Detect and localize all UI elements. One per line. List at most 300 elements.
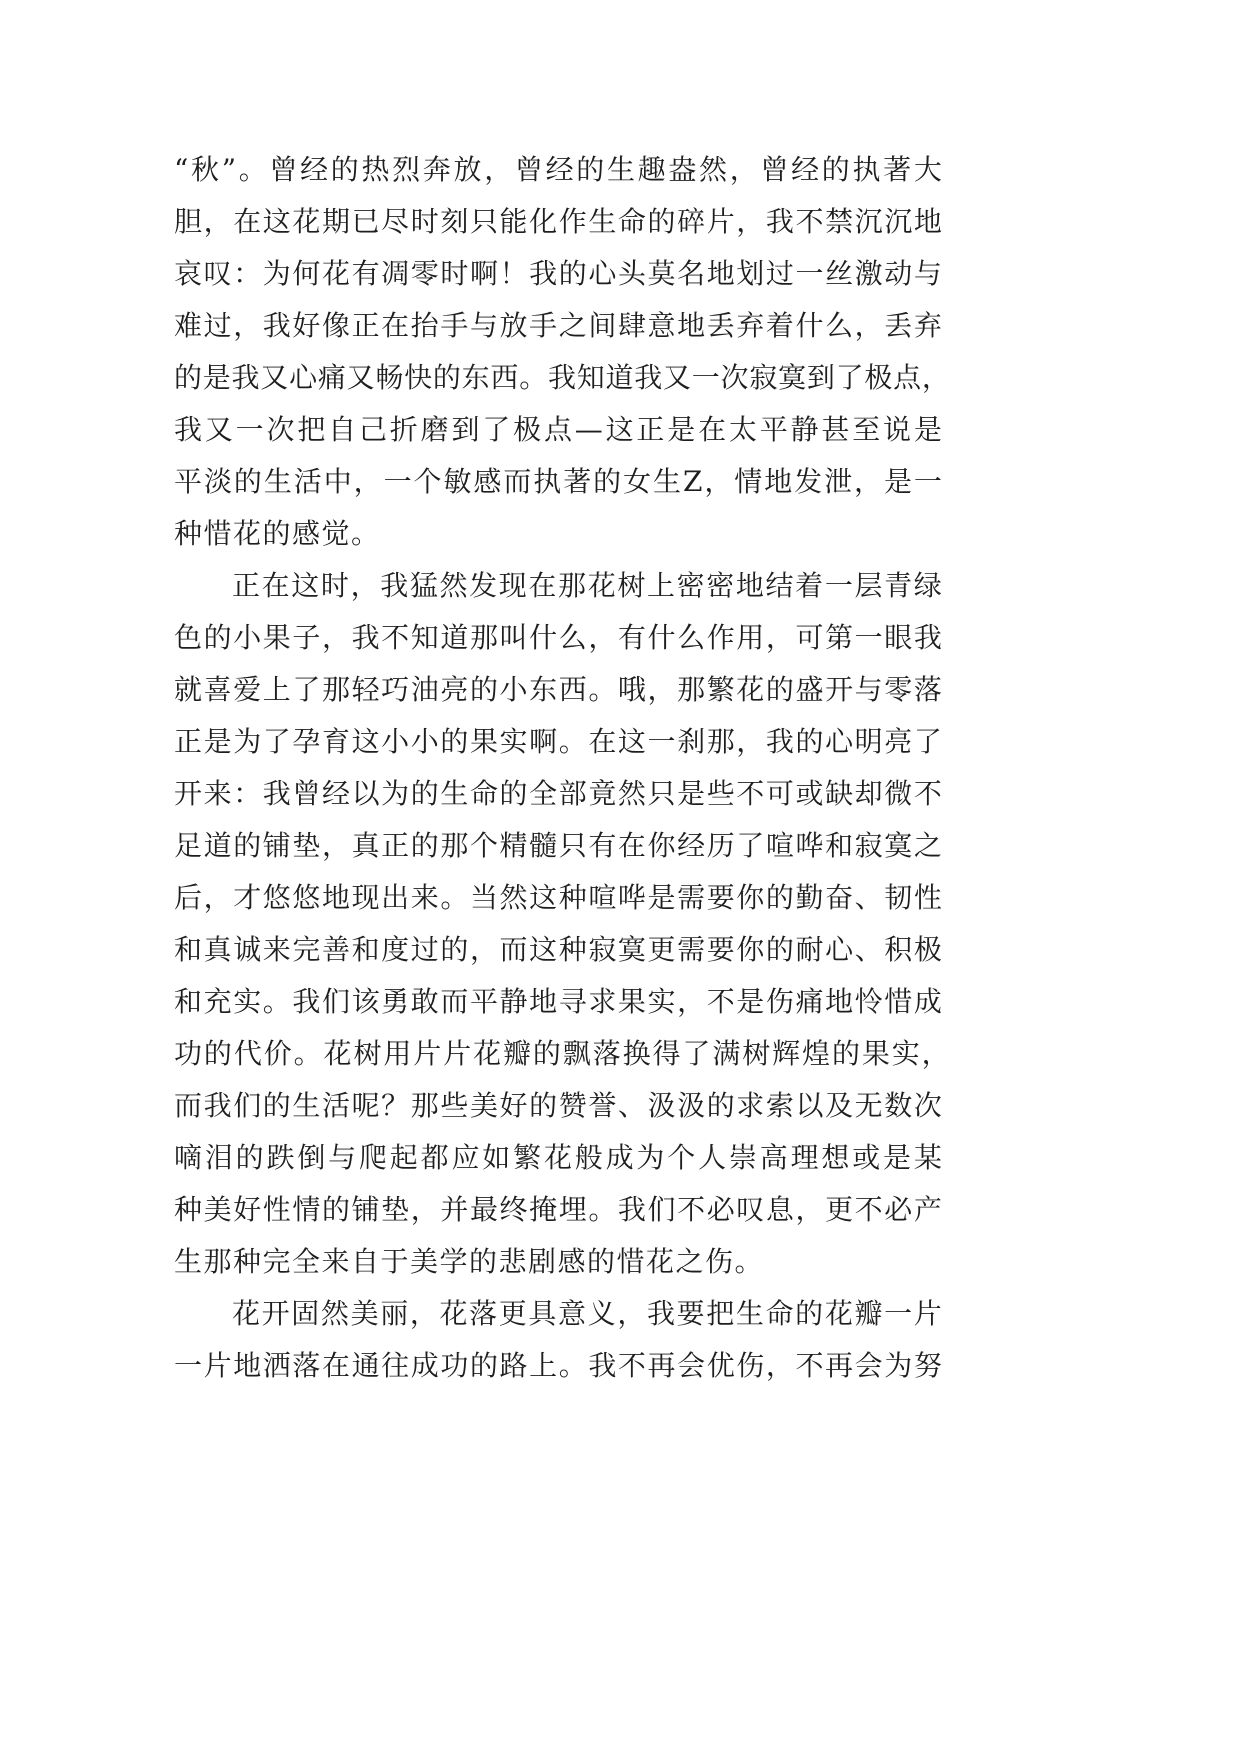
text-line — [174, 976, 942, 1028]
text-glyph: 次 — [266, 413, 295, 446]
text-glyph: ， — [765, 1349, 794, 1382]
paragraph-3 — [174, 1288, 942, 1392]
text-glyph: 知 — [576, 361, 605, 394]
text-glyph: 叹 — [736, 1193, 765, 1226]
text-glyph: 和 — [174, 933, 203, 966]
text-glyph: 花 — [543, 1141, 572, 1174]
text-glyph: 泄 — [824, 465, 853, 498]
text-glyph: 泪 — [204, 1141, 233, 1174]
text-line — [174, 612, 942, 664]
text-glyph: 是 — [202, 361, 231, 394]
text-glyph: 辉 — [772, 1037, 801, 1070]
text-glyph: 的 — [532, 1037, 561, 1070]
text-glyph: 真 — [351, 829, 380, 862]
text-line — [174, 664, 942, 716]
text-glyph: 如 — [482, 1141, 511, 1174]
text-glyph: 了 — [835, 361, 864, 394]
text-glyph: 又 — [346, 361, 375, 394]
text-glyph: 些 — [440, 1089, 469, 1122]
text-glyph: 开 — [261, 1297, 290, 1330]
text-glyph: 伤 — [736, 1349, 765, 1382]
text-glyph: 极 — [864, 361, 893, 394]
text-glyph: ， — [921, 361, 950, 394]
text-glyph: 个 — [469, 829, 498, 862]
text-glyph: ， — [765, 621, 794, 654]
text-glyph: 这 — [617, 725, 646, 758]
text-glyph: 成 — [913, 985, 942, 1018]
text-glyph: 么 — [825, 309, 854, 342]
text-glyph: 。 — [519, 361, 548, 394]
text-glyph: 道 — [203, 829, 232, 862]
text-glyph: 我 — [262, 309, 291, 342]
text-glyph: ， — [677, 985, 706, 1018]
text-glyph: 到 — [806, 361, 835, 394]
text-glyph: — — [574, 413, 603, 446]
text-glyph: 而 — [440, 985, 469, 1018]
text-glyph: 美 — [203, 1193, 232, 1226]
text-glyph: 索 — [765, 1089, 794, 1122]
text-glyph: 我 — [588, 1349, 617, 1382]
text-glyph: 密 — [676, 569, 705, 602]
text-glyph: 在 — [233, 205, 262, 238]
text-glyph: 不 — [795, 1349, 824, 1382]
text-glyph: 我 — [231, 361, 260, 394]
text-glyph: 勇 — [381, 985, 410, 1018]
text-glyph: 功 — [440, 1349, 469, 1382]
text-glyph: 了 — [292, 673, 321, 706]
text-glyph: 肆 — [617, 309, 646, 342]
text-glyph: 寂 — [749, 361, 778, 394]
text-line — [174, 1132, 942, 1184]
text-glyph: 命 — [469, 777, 498, 810]
text-glyph: 绿 — [913, 569, 942, 602]
text-glyph: 落 — [292, 1349, 321, 1382]
text-glyph: 实 — [233, 985, 262, 1018]
text-glyph: 能 — [499, 205, 528, 238]
text-glyph: 和 — [351, 933, 380, 966]
text-glyph: 小 — [233, 621, 262, 654]
text-glyph: 的 — [647, 205, 676, 238]
text-glyph: 那 — [558, 569, 587, 602]
text-glyph: 可 — [765, 777, 794, 810]
text-glyph: 这 — [529, 933, 558, 966]
text-glyph: 那 — [469, 621, 498, 654]
text-glyph: 人 — [698, 1141, 727, 1174]
text-glyph: 是 — [667, 413, 696, 446]
text-glyph: 这 — [262, 205, 291, 238]
text-glyph: 间 — [588, 309, 617, 342]
text-glyph: ， — [233, 309, 262, 342]
text-glyph: 西 — [558, 673, 587, 706]
text-glyph: 的 — [203, 621, 232, 654]
text-glyph: 。 — [293, 1037, 322, 1070]
text-glyph: 而 — [174, 1089, 203, 1122]
text-glyph: 而 — [499, 933, 528, 966]
text-glyph: 层 — [854, 569, 883, 602]
text-glyph: 完 — [292, 933, 321, 966]
text-glyph: 地 — [677, 309, 706, 342]
text-glyph: 发 — [469, 569, 498, 602]
text-glyph: ， — [350, 569, 379, 602]
text-glyph: 开 — [825, 673, 854, 706]
text-glyph: 汲 — [677, 1089, 706, 1122]
text-glyph: 地 — [706, 257, 735, 290]
text-glyph: 的 — [529, 1089, 558, 1122]
text-glyph: 的 — [432, 361, 461, 394]
text-glyph: 赞 — [558, 1089, 587, 1122]
text-glyph: ， — [203, 205, 232, 238]
text-glyph: 度 — [381, 933, 410, 966]
text-glyph: 会 — [854, 1349, 883, 1382]
text-glyph: ， — [795, 1193, 824, 1226]
text-glyph: 或 — [852, 1141, 881, 1174]
text-glyph: 努 — [913, 1349, 942, 1382]
text-glyph: 以 — [795, 1089, 824, 1122]
text-glyph: 在 — [617, 829, 646, 862]
text-line — [174, 456, 942, 508]
text-glyph: 刻 — [440, 205, 469, 238]
text-glyph: 缺 — [825, 777, 854, 810]
text-glyph: 果 — [617, 985, 646, 1018]
text-glyph: 果 — [262, 621, 291, 654]
text-glyph: 东 — [461, 361, 490, 394]
text-glyph: 地 — [913, 205, 942, 238]
text-glyph: 个 — [413, 465, 442, 498]
text-glyph: 花 — [323, 1037, 352, 1070]
text-glyph: 次 — [720, 361, 749, 394]
text-glyph: 又 — [663, 361, 692, 394]
text-glyph: 来 — [410, 881, 439, 914]
text-glyph: 与 — [469, 309, 498, 342]
text-glyph: 才 — [233, 881, 262, 914]
text-glyph: 好 — [233, 1193, 262, 1226]
text-glyph: 手 — [440, 309, 469, 342]
text-glyph: 然 — [617, 777, 646, 810]
text-glyph: 什 — [795, 309, 824, 342]
text-glyph: 的 — [706, 1089, 735, 1122]
text-glyph: 畅 — [375, 361, 404, 394]
text-glyph: 只 — [469, 205, 498, 238]
text-glyph: 再 — [825, 1349, 854, 1382]
text-glyph: 你 — [736, 933, 765, 966]
text-glyph: 是 — [883, 465, 912, 498]
text-glyph: 地 — [825, 985, 854, 1018]
text-glyph: 来 — [203, 777, 232, 810]
text-line: 生那种完全来自于美学的悲剧感的惜花之伤。 — [174, 1245, 765, 1278]
text-glyph: 道 — [605, 361, 634, 394]
text-glyph: 头 — [617, 257, 646, 290]
text-glyph: 花 — [824, 1297, 853, 1330]
text-glyph: 命 — [617, 205, 646, 238]
text-glyph: 过 — [765, 257, 794, 290]
text-glyph: 然 — [499, 881, 528, 914]
text-glyph: 曾 — [514, 153, 543, 186]
text-glyph: 开 — [174, 777, 203, 810]
text-glyph: 不 — [381, 621, 410, 654]
text-glyph: 把 — [706, 1297, 735, 1330]
text-glyph: 啊 — [469, 257, 498, 290]
text-glyph: 的 — [235, 1141, 264, 1174]
text-line — [174, 820, 942, 872]
text-glyph: 明 — [854, 725, 883, 758]
text-glyph: 价 — [263, 1037, 292, 1070]
text-glyph: 丝 — [825, 257, 854, 290]
text-glyph: 不 — [913, 777, 942, 810]
text-glyph: 正 — [636, 413, 665, 446]
text-glyph: 著 — [563, 465, 592, 498]
text-glyph: 以 — [351, 777, 380, 810]
text-glyph: 的 — [831, 1037, 860, 1070]
text-glyph: 与 — [854, 673, 883, 706]
text-glyph: 凋 — [381, 257, 410, 290]
text-glyph: 求 — [588, 985, 617, 1018]
text-glyph: 敏 — [443, 465, 472, 498]
text-glyph: 痛 — [795, 985, 824, 1018]
text-glyph: 丢 — [706, 309, 735, 342]
text-glyph: 静 — [499, 985, 528, 1018]
text-glyph: 为 — [262, 257, 291, 290]
text-glyph: 出 — [381, 881, 410, 914]
text-glyph: 经 — [791, 153, 820, 186]
text-glyph: 著 — [883, 153, 912, 186]
text-glyph: 充 — [203, 985, 232, 1018]
text-glyph: 优 — [706, 1349, 735, 1382]
text-glyph: 现 — [351, 881, 380, 914]
text-glyph: 正 — [351, 309, 380, 342]
text-glyph: 沉 — [854, 205, 883, 238]
text-glyph: 在 — [261, 569, 290, 602]
text-glyph: 一 — [824, 569, 853, 602]
text-glyph: 微 — [884, 777, 913, 810]
text-glyph: 用 — [383, 1037, 412, 1070]
text-glyph: ？ — [381, 1089, 410, 1122]
text-glyph: 趣 — [637, 153, 666, 186]
text-glyph: 奋 — [825, 881, 854, 914]
text-glyph: 在 — [588, 725, 617, 758]
text-glyph: 喜 — [203, 673, 232, 706]
text-glyph: 需 — [677, 881, 706, 914]
text-glyph: 静 — [790, 413, 819, 446]
text-glyph: 执 — [533, 465, 562, 498]
text-glyph: 为 — [636, 1141, 665, 1174]
text-line — [174, 1184, 942, 1236]
text-glyph: 。 — [588, 1193, 617, 1226]
text-glyph: 洒 — [262, 1349, 291, 1382]
text-glyph: 的 — [440, 725, 469, 758]
paragraph-2 — [174, 560, 950, 1288]
text-glyph: 又 — [204, 413, 233, 446]
text-glyph: ， — [921, 1037, 950, 1070]
text-line — [174, 404, 942, 456]
text-glyph: 小 — [499, 673, 528, 706]
text-glyph: 片 — [203, 1349, 232, 1382]
text-glyph: 那 — [706, 725, 735, 758]
text-glyph: 期 — [321, 205, 350, 238]
text-glyph: 极 — [913, 933, 942, 966]
text-glyph: 寂 — [854, 829, 883, 862]
text-glyph: 巧 — [381, 673, 410, 706]
text-glyph: 的 — [558, 257, 587, 290]
text-glyph: 和 — [825, 829, 854, 862]
text-glyph: 现 — [498, 569, 527, 602]
text-glyph: 花 — [473, 1037, 502, 1070]
text-glyph: 莫 — [647, 257, 676, 290]
text-glyph: 那 — [440, 829, 469, 862]
text-glyph: 曾 — [269, 153, 298, 186]
text-glyph: 汲 — [647, 1089, 676, 1122]
text-glyph: 寻 — [558, 985, 587, 1018]
text-glyph: 轻 — [351, 673, 380, 706]
text-glyph: 掩 — [529, 1193, 558, 1226]
text-glyph: 瓣 — [854, 1297, 883, 1330]
text-glyph: 不 — [736, 777, 765, 810]
text-glyph: 精 — [499, 829, 528, 862]
text-glyph: 善 — [321, 933, 350, 966]
text-glyph: 生 — [588, 205, 617, 238]
text-glyph: 地 — [233, 1349, 262, 1382]
text-glyph: 哗 — [795, 829, 824, 862]
text-glyph: 为 — [884, 1349, 913, 1382]
text-glyph: 刹 — [677, 725, 706, 758]
text-glyph: 零 — [884, 673, 913, 706]
text-line — [174, 1340, 942, 1392]
text-glyph: 而 — [503, 465, 532, 498]
text-glyph: 一 — [235, 413, 264, 446]
text-glyph: 点 — [893, 361, 922, 394]
text-glyph: 之 — [913, 829, 942, 862]
text-glyph: 亮 — [440, 673, 469, 706]
text-glyph: 后 — [174, 881, 203, 914]
text-glyph: 寞 — [778, 361, 807, 394]
text-glyph: 必 — [884, 1193, 913, 1226]
text-glyph: 活 — [321, 1089, 350, 1122]
text-glyph: 怜 — [854, 985, 883, 1018]
text-glyph: 地 — [764, 465, 793, 498]
text-glyph: 心 — [289, 361, 318, 394]
text-glyph: 是 — [736, 985, 765, 1018]
text-glyph: 了 — [682, 1037, 711, 1070]
text-glyph: 盛 — [795, 673, 824, 706]
text-glyph: 色 — [174, 621, 203, 654]
text-glyph: 说 — [883, 413, 912, 446]
text-glyph: 生 — [606, 153, 635, 186]
text-glyph: 一 — [795, 257, 824, 290]
text-glyph: ， — [854, 309, 883, 342]
text-glyph: 固 — [291, 1297, 320, 1330]
text-glyph: 诚 — [233, 933, 262, 966]
text-line — [174, 924, 942, 976]
text-glyph: 么 — [677, 621, 706, 654]
text-glyph: 实 — [647, 985, 676, 1018]
text-glyph: 并 — [440, 1193, 469, 1226]
text-glyph: 我 — [646, 1297, 675, 1330]
text-glyph: 敢 — [410, 985, 439, 1018]
text-glyph: 的 — [321, 1193, 350, 1226]
text-glyph: 发 — [794, 465, 823, 498]
text-glyph: 小 — [410, 725, 439, 758]
text-glyph: 落 — [592, 1037, 621, 1070]
text-glyph: 啊 — [529, 725, 558, 758]
text-glyph: 痛 — [317, 361, 346, 394]
text-glyph: 我 — [351, 621, 380, 654]
text-glyph: ， — [203, 881, 232, 914]
text-glyph: ， — [484, 153, 513, 186]
text-glyph: 猛 — [409, 569, 438, 602]
text-glyph: 都 — [420, 1141, 449, 1174]
text-glyph: 叫 — [499, 621, 528, 654]
text-glyph: 的 — [203, 1037, 232, 1070]
text-glyph: 极 — [513, 413, 542, 446]
text-glyph: 伤 — [765, 985, 794, 1018]
text-glyph: 激 — [854, 257, 883, 290]
text-glyph: Z — [682, 465, 703, 498]
text-glyph: 知 — [410, 621, 439, 654]
text-glyph: 在 — [321, 1349, 350, 1382]
text-glyph: 丢 — [884, 309, 913, 342]
text-glyph: 得 — [652, 1037, 681, 1070]
text-glyph: 磨 — [420, 413, 449, 446]
text-glyph: 是 — [647, 881, 676, 914]
text-glyph: 真 — [203, 933, 232, 966]
text-glyph: 有 — [617, 621, 646, 654]
text-glyph: 意 — [558, 1297, 587, 1330]
text-glyph: 这 — [529, 881, 558, 914]
document-body — [174, 144, 950, 1392]
text-glyph: 韧 — [884, 881, 913, 914]
text-glyph: 倒 — [297, 1141, 326, 1174]
text-glyph: 我 — [547, 361, 576, 394]
text-glyph: 中 — [323, 465, 352, 498]
text-glyph: 。 — [588, 673, 617, 706]
text-glyph: 喧 — [588, 881, 617, 914]
text-glyph: 繁 — [513, 1141, 542, 1174]
text-glyph: 会 — [677, 1349, 706, 1382]
text-glyph: ， — [854, 465, 883, 498]
text-glyph: 碎 — [677, 205, 706, 238]
text-glyph: 爬 — [358, 1141, 387, 1174]
text-glyph: ， — [729, 153, 758, 186]
text-glyph: 我 — [765, 205, 794, 238]
text-glyph: 次 — [913, 1089, 942, 1122]
text-glyph: 实 — [891, 1037, 920, 1070]
text-glyph: 花 — [736, 673, 765, 706]
text-glyph: 奔 — [422, 153, 451, 186]
text-glyph: 着 — [765, 309, 794, 342]
text-glyph: 地 — [735, 569, 764, 602]
text-glyph: 爱 — [233, 673, 262, 706]
text-glyph: 、 — [854, 881, 883, 914]
text-glyph: 一 — [383, 465, 412, 498]
text-glyph: 可 — [795, 621, 824, 654]
text-glyph: 花 — [439, 1297, 468, 1330]
text-glyph: 正 — [232, 569, 261, 602]
text-glyph: 耐 — [795, 933, 824, 966]
text-glyph: 动 — [884, 257, 913, 290]
text-glyph: 髓 — [529, 829, 558, 862]
text-glyph: 平 — [469, 985, 498, 1018]
text-glyph: 了 — [736, 829, 765, 862]
text-glyph: 的 — [469, 673, 498, 706]
text-glyph: ， — [409, 1297, 438, 1330]
text-glyph: 过 — [203, 309, 232, 342]
text-glyph: ！ — [499, 257, 528, 290]
text-glyph: 落 — [913, 673, 942, 706]
text-glyph: 一 — [854, 621, 883, 654]
text-glyph: 然 — [699, 153, 728, 186]
text-glyph: 路 — [499, 1349, 528, 1382]
text-glyph: 活 — [293, 465, 322, 498]
text-glyph: 。 — [558, 1349, 587, 1382]
